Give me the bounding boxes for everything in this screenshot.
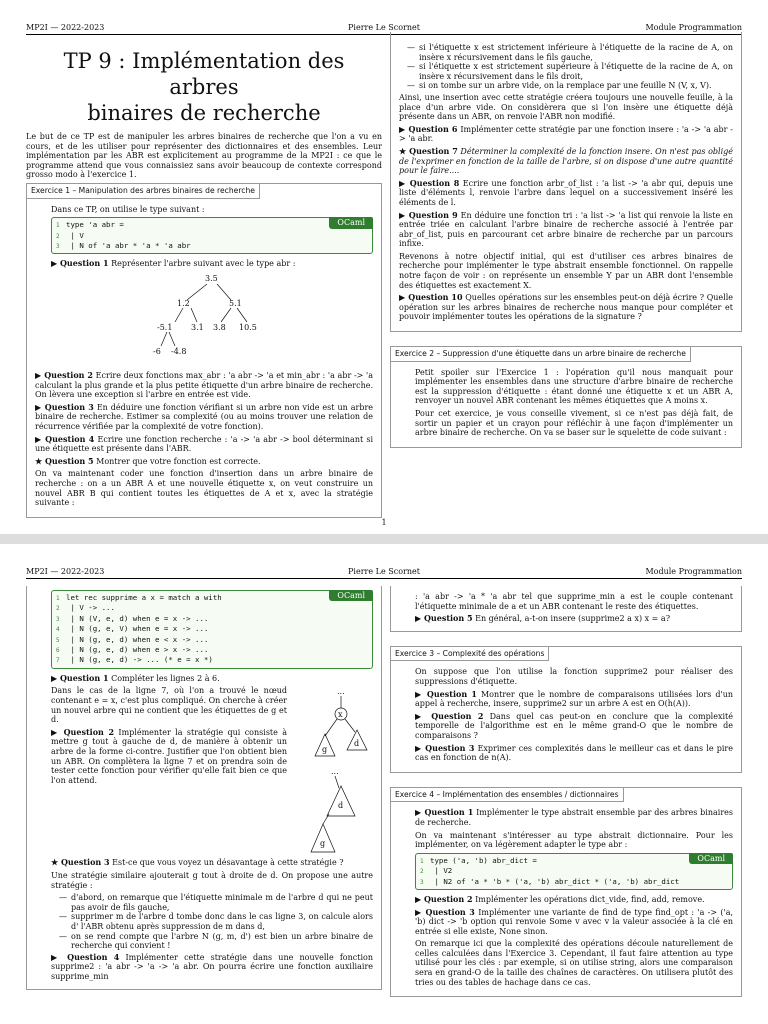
subtree-d-label: d [338,801,344,811]
code-line: 2 | V2 [420,866,453,876]
page1-left-column [26,42,382,524]
tree-node: 1.2 [177,298,190,308]
question-5: ★ Question 5 Montrer que votre fonction est correcte. [35,455,261,466]
node-x-label: x [338,710,343,720]
code-line: 5 | N (g, e, d) when e < x -> ... [56,634,209,644]
deletion-figure-2 [293,766,373,858]
ex3-question-2: ▶ Question 2 Dans quel cas peut-on en conclure que la complexité temporelle de l'algorithme est en le même grand-O que le nombre de comparaisons ? [415,710,733,740]
exercise-4-title: Exercice 4 – Implémentation des ensembles / dictionnaires [391,788,624,803]
list-item: — supprimer m de l'arbre d tombe donc dans le cas ligne 3, on calcule alors d' l'ABR obtenu après suppression de m dans d, [71,912,373,931]
header-right: Module Programmation [645,23,742,32]
question-1: ▶ Question 1 Représenter l'arbre suivant avec le type abr : [51,258,296,269]
header-center: Pierre Le Scornet [348,23,420,32]
question-7: ★ Question 7 Déterminer la complexité de la fonction insere. On n'est pas obligé de l'exprimer en fonction de la taille de l'arbre, si on dispose d'une autre quantité pour le faire.... [399,145,733,176]
tree-node: -4.8 [171,346,187,356]
ex3-paragraph: On suppose que l'on utilise la fonction supprime2 pour réaliser des suppressions d'étiquette. [415,667,733,686]
code-line: 1 type ('a, 'b) abr_dict = [420,855,537,865]
page-header [26,566,742,579]
intro-paragraph: Le but de ce TP est de manipuler les arbres binaires de recherche que l'on a vu en cours, et de les utiliser pour représenter des dictionnaires et des ensembles. Leur implémentation par les ABR est explicitement au programme de la MP2I : ce que le programme attend que vous connaissiez sans avoir beaucoup de contexte correspond grosso modo à l'exercice 1. [26,132,382,180]
question-4-continued: : 'a abr -> 'a * 'a abr tel que supprime_min a est le couple contenant l'étiquette minimale de a et un ABR contenant le reste des étiquettes. [415,592,733,611]
question-9: ▶ Question 9 En déduire une fonction tri : 'a list -> 'a list qui renvoie la liste en entrée triée en calculant l'arbre binaire de recherche associé à l'entrée par abr_of_list, puis en parcourant cet arbre binaire de recherche par un parcours infixe. [399,209,733,249]
question-3: ▶ Question 3 En déduire une fonction vérifiant si un arbre non vide est un arbre binaire de recherche. Estimer sa complexité (ou au moins trouver une relation de récurrence vérifiée par la complexité de votre fonction). [35,401,374,431]
binary-tree-diagram [147,272,277,360]
code-line: 1 type 'a abr = [56,220,124,230]
page-2 [0,546,768,1024]
question-5: ▶ Question 5 En général, a-t-on insere (supprime2 a x) x = a? [415,613,670,624]
header-left: MP2I — 2022-2023 [26,23,105,32]
page2-right-column [390,586,742,1003]
ex4-question-2: ▶ Question 2 Implémenter les opérations dict_vide, find, add, remove. [415,893,705,904]
exercise-2-end [390,586,742,632]
code-line: 4 | N (g, e, V) when e = x -> ... [56,624,209,634]
exercise-1 [26,183,382,518]
subtree-g-label: g [320,839,326,849]
code-language-tag: OCaml [329,217,373,228]
code-block-abr-type [51,217,373,254]
header-center: Pierre Le Scornet [348,567,420,576]
exercise-1-title: Exercice 1 – Manipulation des arbres binaires de recherche [27,184,260,199]
code-line: 3 | N (V, e, d) when e = x -> ... [56,613,209,623]
ex2-paragraph-1: Petit spoiler sur l'Exercice 1 : l'opération qu'il nous manquait pour implémenter les ensembles dans une structure d'arbre binaire de recherche est la suppression d'étiquette : étant donné une étiquette x et un ABR A, renvoyer un nouvel ABR contenant les mêmes étiquettes que A moins x. [415,367,733,406]
question-10: ▶ Question 10 Quelles opérations sur les ensembles peut-on déjà écrire ? Quelle opération sur les arbres binaires de recherche nous manque pour compléter et pouvoir implémenter toutes les opérations de la signature ? [399,292,733,322]
ex4-question-1: ▶ Question 1 Implémenter le type abstrait ensemble par des arbres binaires de recherche. [415,807,733,827]
question-2: ▶ Question 2 Implémenter la stratégie qui consiste à mettre g tout à gauche de d, de manière à obtenir un arbre de la forme ci-contre. Justifier que l'on obtient bien un ABR. On complètera la ligne 7 et on prendra soin de tester cette fonction pour vérifier qu'elle fait bien ce que l'on attend. [51,726,288,785]
ex4-paragraph: On va maintenant s'intéresser au type abstrait dictionnaire. Pour les implémenter, on va légèrement adapter le type abr : [415,830,733,850]
ex3-question-3: ▶ Question 3 Exprimer ces complexités dans le meilleur cas et dans le pire cas en fonction de n(A). [415,742,733,763]
exercise-2 [390,346,742,448]
exercise-3 [390,646,742,773]
code-line: 6 | N (g, e, d) when e > x -> ... [56,645,209,655]
similar-strategy: Une stratégie similaire ajouterait g tout à droite de d. On propose une autre stratégie : [51,871,373,890]
dots-label: ... [331,767,339,777]
page-separator [0,534,768,544]
deletion-figure-1 [293,686,373,766]
code-language-tag: OCaml [329,590,373,601]
subtree-d-label: d [354,739,360,749]
question-6: ▶ Question 6 Implémenter cette stratégie par une fonction insere : 'a -> 'a abr -> 'a abr. [399,123,733,144]
title-line-1: TP 9 : Implémentation des arbres [63,49,345,99]
exercise-3-title: Exercice 3 – Complexité des opérations [391,647,549,662]
page-title [26,48,382,126]
tree-node: 5.1 [229,298,242,308]
after-bullets: Ainsi, une insertion avec cette stratégie créera toujours une nouvelle feuille, à la place d'un arbre vide. On considèrera que si l'on insère une étiquette déjà présente dans un ABR, on renvoie l'ABR non modifié. [399,92,733,122]
list-item: — si l'étiquette x est strictement inférieure à l'étiquette de la racine de A, on insère x récursivement dans le fils gauche, [419,43,733,62]
list-item: — si l'étiquette x est strictement supérieure à l'étiquette de la racine de A, on insère x récursivement dans le fils droit, [419,62,733,81]
tree-node: 3.8 [213,322,226,332]
subtree-g-label: g [322,745,328,755]
list-item: — si on tombe sur un arbre vide, on la remplace par une feuille N (V, x, V). [419,81,733,91]
question-1: ▶ Question 1 Compléter les lignes 2 à 6. [51,672,220,683]
header-right: Module Programmation [645,567,742,576]
code-language-tag: OCaml [689,853,733,864]
code-line: 3 | N of 'a abr * 'a * 'a abr [56,240,191,250]
ex4-question-3: ▶ Question 3 Implémenter une variante de find de type find_opt : 'a -> ('a, 'b) dict -> 'b option qui renvoie Some v avec v la valeur associée à la clé en entrée si elle existe, None sinon. [415,906,734,936]
tree-node: 3.5 [205,273,218,283]
ex2-paragraph-2: Pour cet exercice, je vous conseille vivement, si ce n'est pas déjà fait, de sortir un papier et un crayon pour réfléchir à une façon d'implémenter un arbre binaire de recherche. On va se baser sur le squelette de code suivant : [415,409,733,438]
header-left: MP2I — 2022-2023 [26,567,105,576]
ex3-question-1: ▶ Question 1 Montrer que le nombre de comparaisons utilisées lors d'un appel à recherche, insere, supprime2 sur un arbre A est en O(h(A)). [415,688,733,709]
page2-left-column [26,586,382,990]
insertion-strategy-list [399,43,733,91]
tree-node: -6 [153,346,161,356]
tree-node: 10.5 [239,322,257,332]
exercise-4 [390,787,742,998]
revenons-paragraph: Revenons à notre objectif initial, qui est d'utiliser ces arbres binaires de recherche pour implémenter le type abstrait ensemble fonctionnel. On rappelle notre façon de voir : on représente un ensemble Y par un ABR dont l'ensemble des étiquettes est exactement X. [399,251,733,290]
question-8: ▶ Question 8 Ecrire une fonction arbr_of_list : 'a list -> 'a abr qui, depuis une liste d'éléments l, renvoie l'arbre dans lequel on a successivement inséré les éléments de l. [399,177,733,207]
page1-right-column [390,42,742,454]
exercise-2-title: Exercice 2 – Suppression d'une étiquette dans un arbre binaire de recherche [391,347,691,362]
title-line-2: binaires de recherche [87,101,321,125]
page-1 [0,0,768,510]
code-block-supprime [51,590,373,669]
case-paragraph: Dans le cas de la ligne 7, où l'on a trouvé le nœud contenant e = x, c'est plus compliqué. On cherche à créer un nouvel arbre qui ne contient que les étiquettes de g et d. [51,686,287,725]
dots-label: ... [337,687,345,697]
question-3: ★ Question 3 Est-ce que vous voyez un désavantage à cette stratégie ? [51,857,344,868]
insertion-paragraph: On va maintenant coder une fonction d'insertion dans un arbre binaire de recherche : on a un ABR A et une nouvelle étiquette x, on veut construire un nouvel ABR B qui contient toutes les étiquettes de A et x, avec la stratégie suivante : [35,469,373,508]
list-item: — d'abord, on remarque que l'étiquette minimale m de l'arbre d qui ne peut pas avoir de fils gauche, [71,893,373,912]
list-item: — on se rend compte que l'arbre N (g, m, d') est bien un arbre binaire de recherche qui convient ! [71,932,373,951]
strategy-list [51,893,373,951]
tree-node: -5.1 [157,322,173,332]
question-2: ▶ Question 2 Ecrire deux fonctions max_abr : 'a abr -> 'a et min_abr : 'a abr -> 'a calculant la plus grande et la plus petite étiquette d'un arbre binaire de recherche. On lèvera une exception si l'arbre en entrée est vide. [35,369,374,400]
question-4: ▶ Question 4 Implémenter cette stratégie dans une nouvelle fonction supprime2 : 'a abr -> 'a -> 'a abr. On pourra écrire une fonction auxiliaire supprime_min [51,951,374,981]
exercise-2-continued [26,586,382,990]
page-number: 1 [381,518,387,527]
tree-node: 3.1 [191,322,204,332]
ex1-intro: Dans ce TP, on utilise le type suivant : [51,204,205,214]
code-line: 3 | N2 of 'a * 'b * ('a, 'b) abr_dict * ('a, 'b) abr_dict [420,876,680,886]
code-line: 1 let rec supprime a x = match a with [56,593,222,602]
code-line: 2 | V -> ... [56,603,115,613]
exercise-1-continued [390,32,742,332]
code-line: 7 | N (g, e, d) -> ... (* e = x *) [56,655,213,665]
question-4: ▶ Question 4 Ecrire une fonction recherche : 'a -> 'a abr -> bool déterminant si une étiquette est présente dans l'ABR. [35,433,373,454]
ex4-last-paragraph: On remarque ici que la complexité des opérations découle naturellement de celles calculées dans l'Exercice 3. Cependant, il faut faire attention au type utilisé pour les clés : par exemple, si on utilise string, alors une comparaison sera en grand-O de la taille des chaînes de caractères. On utilisera plutôt des tries ou des tables de hachage dans ce cas. [415,939,733,987]
code-line: 2 | V [56,230,84,240]
code-block-abr-dict [415,853,733,890]
